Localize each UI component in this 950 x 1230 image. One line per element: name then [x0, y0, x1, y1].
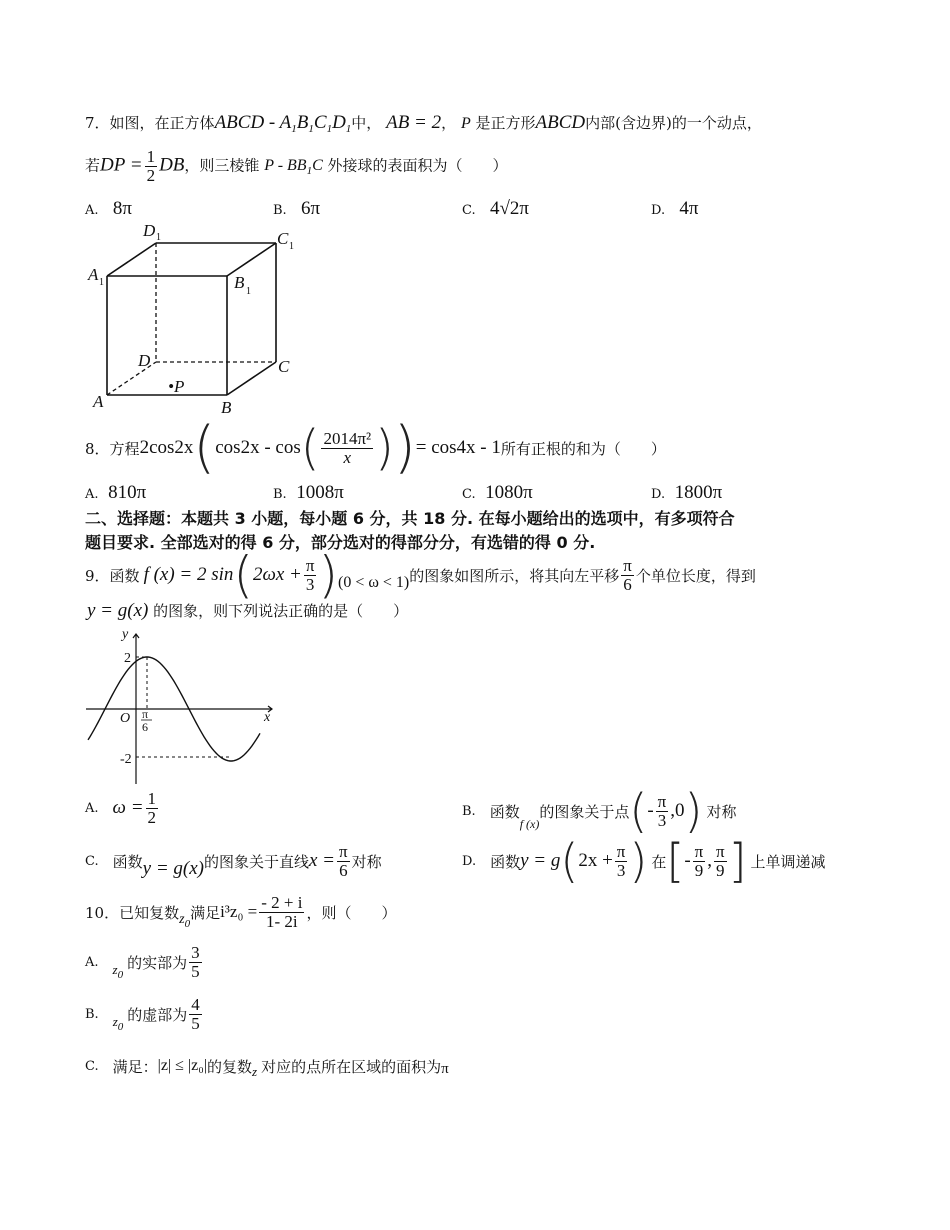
q8-text: 方程 [109, 439, 140, 458]
option-label: D. [462, 853, 477, 869]
q7-pbbc-c: C [312, 157, 323, 175]
q7-pbbc-a: P - BB [264, 157, 307, 175]
q7-cube-c: C [313, 112, 327, 133]
fraction-numerator: 3 [191, 943, 200, 963]
q9-text: 的图象如图所示，将其向左平移 [409, 566, 620, 585]
option-text: 的复数 [207, 1057, 253, 1076]
label-d: D [138, 351, 151, 370]
q10-text: ，则（ ） [306, 903, 397, 922]
q7-half-fraction [145, 148, 158, 185]
q7-sub: 1 [306, 165, 313, 178]
fraction-denominator: 6 [339, 860, 348, 880]
q7-cube-a: ABCD - A [214, 112, 292, 133]
option-text: 对应的点所在区域的面积为 [261, 1057, 442, 1076]
graph-origin: O [120, 711, 131, 726]
q9-option-c[interactable] [85, 842, 382, 880]
fraction-denominator: 1- 2i [266, 911, 298, 931]
section-2-heading-cont: 题目要求. 全部选对的得 6 分，部分选对的得部分分，有选错的得 0 分. [85, 533, 596, 552]
option-expr: ω = [112, 797, 144, 819]
option-value: 4π [679, 198, 699, 219]
label-a1: A [88, 265, 99, 284]
label-b: B [221, 398, 232, 417]
q8-option-c[interactable] [462, 482, 533, 504]
q8-lhs: 2cos2x [139, 437, 194, 458]
option-text: 在 [651, 852, 667, 871]
option-label: A. [85, 800, 99, 816]
option-fraction [615, 843, 628, 880]
fraction-denominator: 9 [716, 860, 725, 880]
fraction-denominator: 2 [146, 165, 156, 185]
z-symbol: z [112, 1014, 118, 1029]
q7-sub: 1 [345, 123, 352, 135]
option-label: B. [273, 487, 287, 502]
option-fx: f (x) [519, 816, 540, 831]
fraction-denominator: 9 [694, 860, 704, 880]
z-sub: 0 [184, 918, 191, 931]
option-text: 的图象关于直线 [203, 852, 309, 871]
q7-text: 中， [351, 114, 382, 132]
q9-text: 个单位长度，得到 [635, 566, 756, 585]
option-label: A. [85, 203, 99, 218]
bracket-close: ] [728, 834, 747, 888]
option-label: C. [462, 203, 476, 218]
q9-text: 的图象，则下列说法正确的是（ ） [153, 602, 409, 620]
fraction-numerator: π [694, 841, 704, 861]
label-p: •P [168, 377, 185, 396]
q10-line [85, 894, 396, 931]
q8-fraction [321, 430, 373, 467]
fraction-denominator: 5 [191, 1014, 200, 1033]
graph-y-label: y [122, 627, 129, 642]
fraction-numerator: π [623, 555, 632, 575]
option-text: 的实部为 [127, 954, 188, 972]
fraction-denominator: x [343, 447, 352, 467]
option-y: y = g [520, 850, 561, 871]
option-text: 函数 [490, 852, 521, 871]
section-2-heading: 二、选择题：本题共 3 小题，每小题 6 分，共 18 分. 在每小题给出的选项中，有多项符合 [85, 509, 735, 528]
paren-open: ( [560, 834, 579, 888]
option-value: 1800π [674, 482, 723, 503]
z-symbol: z [179, 912, 185, 928]
option-label: D. [651, 203, 666, 218]
paren-open: ( [300, 420, 320, 476]
q9-graph [82, 622, 282, 787]
q8-text: 所有正根的和为（ ） [500, 439, 666, 458]
graph-x-label: x [264, 710, 271, 725]
minus-sign: - [647, 800, 654, 821]
fraction-numerator: 1 [147, 789, 157, 808]
comma: , [707, 850, 712, 871]
graph-tick-2: 2 [124, 651, 131, 666]
option-value: 4√2π [489, 198, 529, 219]
q7-text: 外接球的表面积为（ ） [327, 156, 508, 175]
q8-line [85, 415, 666, 480]
option-inner: 2x + [578, 850, 613, 871]
option-gx: y = g(x) [142, 858, 204, 879]
q7-text: 若 [85, 156, 101, 175]
option-fraction [656, 793, 669, 830]
graph-pi: π [142, 707, 149, 721]
option-text: 的图象关于点 [539, 802, 630, 821]
fraction-numerator: 1 [146, 147, 156, 166]
q7-abcd: ABCD [535, 112, 586, 133]
q7-cube-figure [80, 218, 310, 418]
paren-close: ) [393, 415, 416, 480]
option-label: B. [85, 1007, 99, 1022]
option-label: C. [85, 1058, 99, 1074]
option-text: 函数 [489, 802, 520, 821]
option-value: 8π [112, 198, 132, 219]
paren-close: ) [318, 546, 338, 604]
q10-fraction [259, 894, 304, 931]
label-b1: B [234, 273, 245, 292]
paren-open: ( [233, 546, 253, 604]
option-value: 1080π [485, 482, 533, 503]
q7-ab: AB = 2 [386, 112, 442, 133]
q7-pbbc [264, 157, 323, 178]
option-fraction [337, 843, 350, 880]
q7-dp: DP = [100, 154, 143, 176]
bracket-open: [ [666, 834, 685, 888]
fraction-denominator: 3 [657, 810, 667, 830]
fraction-denominator: 5 [191, 962, 200, 981]
fraction-numerator: π [657, 791, 667, 811]
z-sub: 0 [117, 969, 124, 981]
q7-option-a[interactable] [85, 198, 132, 220]
option-text: 的虚部为 [127, 1006, 188, 1024]
q7-cube-b: B [296, 112, 309, 133]
paren-open: ( [629, 784, 648, 838]
fraction-denominator: 6 [623, 574, 632, 594]
q9-text: 函数 [109, 566, 140, 585]
option-label: C. [85, 853, 99, 869]
q7-db: DB [159, 154, 185, 176]
q7-text: ，则三棱锥 [184, 156, 260, 175]
q7-p: P [460, 115, 471, 132]
label-sub: 1 [99, 277, 104, 288]
label-c1: C [277, 229, 289, 248]
option-z: z [252, 1064, 258, 1079]
option-fraction [189, 996, 202, 1033]
q7-text: 如图，在正方体 [109, 114, 215, 132]
fraction-numerator: π [616, 841, 626, 861]
option-expr: |z| ≤ |z₀| [157, 1057, 208, 1074]
option-label: B. [273, 203, 287, 218]
q7-sub: 1 [326, 123, 333, 135]
option-zero: ,0 [670, 800, 685, 821]
fraction-denominator: 2 [147, 807, 157, 827]
graph-six: 6 [142, 720, 148, 734]
q10-option-c[interactable] [85, 1052, 449, 1080]
q10-text: 满足 [190, 903, 221, 922]
q7-cube-expr [215, 112, 352, 133]
z-sub: 0 [117, 1021, 124, 1033]
q9-gx: y = g(x) [87, 600, 149, 621]
q9-condition: (0 < ω < 1) [337, 574, 410, 591]
q9-option-b[interactable] [462, 784, 737, 838]
q9-line2 [87, 600, 408, 622]
option-value: 1008π [296, 482, 344, 503]
minus-sign: - [684, 850, 691, 871]
q10-number: 10． [85, 903, 120, 922]
q7-line1 [85, 112, 762, 135]
q9-fx: f (x) = 2 sin [143, 564, 234, 585]
fraction-numerator: π [305, 555, 315, 575]
option-fraction [146, 790, 159, 827]
paren-close: ) [375, 420, 394, 476]
q10-text: 已知复数 [119, 903, 180, 922]
option-text: 对称 [706, 802, 737, 821]
fraction-numerator: - 2 + i [261, 893, 303, 912]
paren-close: ) [629, 834, 648, 888]
option-label: C. [462, 487, 476, 502]
label-a: A [93, 392, 104, 411]
q7-text: 内部(含边界)的一个动点， [585, 114, 762, 132]
q10-option-a[interactable] [85, 944, 204, 981]
label-sub: 1 [246, 286, 251, 297]
fraction-denominator: 3 [616, 860, 626, 880]
q7-cube-d: D [332, 112, 346, 133]
option-text: 上单调递减 [750, 852, 826, 871]
label-sub: 1 [289, 241, 294, 252]
q7-option-d[interactable] [651, 198, 699, 220]
fraction-numerator: π [715, 841, 725, 861]
option-label: A. [85, 955, 99, 970]
label-d1: D [143, 221, 156, 240]
q8-inner: cos2x - cos [215, 437, 301, 458]
graph-tick-neg2: -2 [120, 752, 132, 767]
q7-text: ， [441, 114, 457, 132]
q7-number: 7． [85, 114, 110, 132]
option-z0 [113, 1014, 124, 1033]
q10-option-b[interactable] [85, 996, 204, 1033]
q8-option-d[interactable] [651, 482, 722, 504]
q7-option-c[interactable] [462, 198, 529, 220]
option-text: 函数 [112, 852, 143, 871]
q7-sub: 1 [308, 123, 314, 135]
option-text: 对称 [351, 852, 382, 871]
q9-option-a[interactable] [85, 790, 160, 827]
paren-close: ) [684, 784, 703, 838]
option-text: 满足： [112, 1057, 158, 1076]
fraction-numerator: 4 [191, 995, 200, 1015]
q8-option-a[interactable] [85, 482, 146, 504]
option-pi: π [441, 1060, 449, 1077]
q9-line1 [85, 546, 756, 604]
option-value: 6π [301, 198, 321, 219]
option-fraction [693, 843, 706, 880]
paren-open: ( [193, 415, 216, 480]
q10-eq-left: i³z₀ = [220, 902, 258, 922]
fraction-numerator: 2014π² [323, 428, 372, 448]
option-label: D. [651, 487, 666, 502]
q9-number: 9． [85, 566, 110, 585]
q7-option-b[interactable] [273, 198, 320, 220]
option-label: A. [85, 487, 99, 502]
q9-inner: 2ωx + [252, 564, 302, 585]
q7-sub: 1 [291, 123, 297, 135]
option-fraction [189, 944, 202, 981]
q9-option-d[interactable] [462, 834, 826, 888]
fraction-numerator: π [339, 841, 348, 861]
q8-number: 8． [85, 439, 110, 458]
fraction-denominator: 3 [305, 574, 315, 594]
q7-line2 [85, 148, 508, 185]
z-symbol: z [112, 962, 118, 977]
option-x: x = [309, 850, 336, 871]
q8-rhs: = cos4x - 1 [415, 437, 501, 458]
label-c: C [278, 357, 290, 376]
option-value: 810π [108, 482, 147, 503]
option-z0 [113, 962, 124, 981]
option-fraction [714, 843, 727, 880]
q7-text: 是正方形 [475, 114, 536, 132]
q9-pi3 [304, 557, 317, 594]
q10-z0 [179, 912, 190, 930]
option-label: B. [462, 803, 476, 819]
q9-pi6 [621, 557, 634, 594]
q8-option-b[interactable] [273, 482, 344, 504]
label-sub: 1 [156, 232, 161, 243]
